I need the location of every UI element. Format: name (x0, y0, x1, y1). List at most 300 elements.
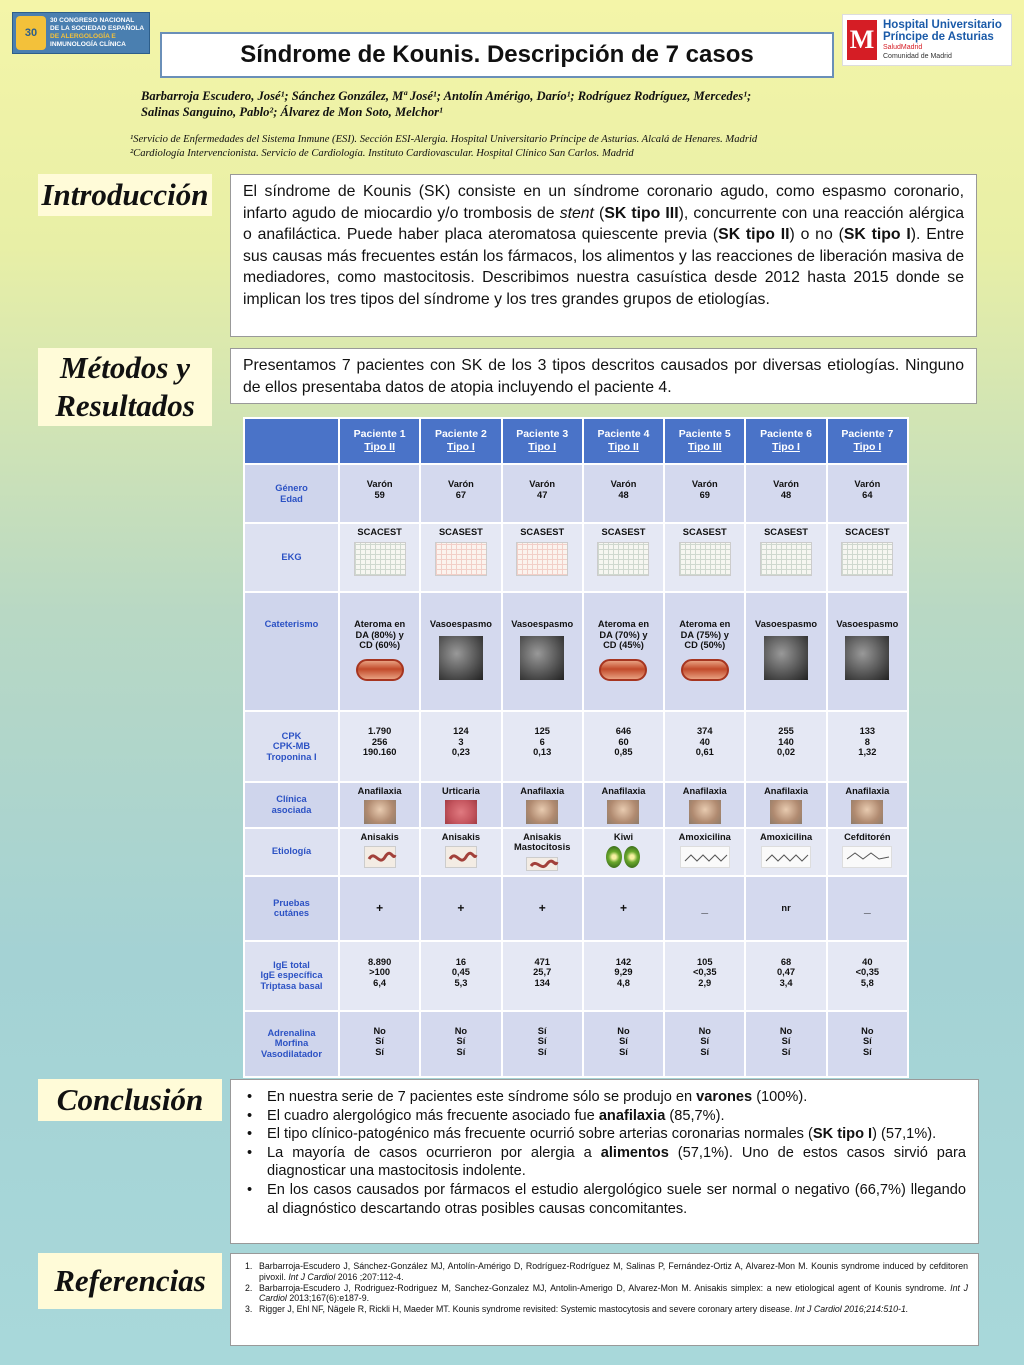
trat-value: Sí (862, 1046, 872, 1057)
ige-value: 2,9 (698, 977, 712, 988)
methods-text-box: Presentamos 7 pacientes con SK de los 3 tipos descritos causados por diversas etiologías. Ninguno de ellos presentaba datos de atopia incluyendo el paciente 4. (230, 348, 977, 404)
patient-photo (526, 800, 558, 824)
reference-text: 2016 ;207:112-4. (335, 1271, 404, 1282)
patient-header (583, 418, 664, 464)
trat-value: Sí (781, 1036, 791, 1046)
anisakis-worm-icon (445, 846, 477, 868)
reference-journal: Int J Cardiol (259, 1282, 968, 1304)
cell-cateterismo (339, 592, 420, 711)
results-table (243, 417, 909, 1078)
artery-plaque-icon (681, 659, 729, 681)
intro-sk1: SK tipo I (843, 226, 911, 244)
reference-journal: Int J Cardiol (288, 1271, 336, 1282)
patient-type: Tipo III (687, 441, 722, 453)
row-label-etiologia: Etiología (244, 828, 339, 876)
table-row-clinica (244, 782, 908, 828)
congress-emblem-icon: 30 (16, 16, 46, 50)
trat-value: No (373, 1025, 386, 1036)
chemical-structure-icon (680, 846, 730, 868)
congress-line-4: INMUNOLOGÍA CLÍNICA (50, 41, 126, 48)
ekg-value: SCASEST (682, 527, 727, 537)
genero-value: Varón (448, 479, 474, 489)
enz-value: 6 (539, 736, 545, 747)
enz-value: 40 (699, 736, 710, 747)
etiologia-value-2: Mastocitosis (514, 842, 571, 852)
conclusion-text: En los casos causados por fármacos el estudio alergológico suele ser normal o negativo (66,7%) llegando al diagnóstico descartando otras posibles causas concomitantes. (267, 1181, 966, 1217)
cell-genero (664, 464, 745, 523)
etiologia-value: Cefditorén (844, 831, 891, 842)
reference-journal: Int J Cardiol 2016;214:510-1. (794, 1304, 909, 1315)
conclusion-text: La mayoría de casos ocurrieron por alergia a (267, 1144, 601, 1161)
table-row-cateterismo (244, 592, 908, 711)
cell-ekg (339, 523, 420, 592)
hospital-logo (842, 14, 1012, 66)
trat-value: Sí (537, 1046, 547, 1057)
enz-value: 60 (618, 736, 629, 747)
patient-name: Paciente 7 (841, 428, 894, 440)
cat-line: Vasoespasmo (836, 619, 899, 629)
ige-value: 5,3 (454, 977, 468, 988)
reference-item (245, 1304, 968, 1315)
reference-number: 1. (245, 1261, 253, 1271)
table-header-row (244, 418, 908, 464)
cell-cateterismo (420, 592, 501, 711)
cell-tratamiento (664, 1011, 745, 1077)
patient-type: Tipo II (608, 441, 639, 453)
enz-value: 190.160 (362, 747, 397, 757)
row-label-clinica (244, 782, 339, 828)
section-heading-conclusion: Conclusión (38, 1079, 222, 1121)
patient-photo (364, 800, 396, 824)
label-morfina: Morfina (274, 1038, 309, 1049)
ige-value: <0,35 (855, 967, 880, 977)
cell-clinica (583, 782, 664, 828)
cell-pruebas: _ (664, 876, 745, 941)
clinica-value: Anafilaxia (601, 786, 646, 796)
ekg-trace-icon (435, 542, 487, 576)
enz-value: 140 (778, 736, 794, 747)
angiography-image (439, 636, 483, 680)
kiwi-icon (624, 846, 640, 868)
cell-genero (745, 464, 826, 523)
cell-genero (420, 464, 501, 523)
trat-value: Sí (700, 1036, 710, 1046)
ige-value: <0,35 (693, 967, 717, 977)
reference-item (245, 1283, 968, 1305)
table-row-tratamiento (244, 1011, 908, 1077)
edad-value: 67 (455, 489, 467, 500)
congress-line-2: DE LA SOCIEDAD ESPAÑOLA (50, 25, 145, 32)
cell-enzimas (339, 711, 420, 782)
affiliation-2: ²Cardiología Intervencionista. Servicio de Cardiología. Instituto Cardiovascular. Hospital Clínico San Carlos. Madrid (130, 148, 634, 159)
label-ige-total: IgE total (273, 959, 310, 970)
label-cutanes: cutánes (273, 908, 310, 918)
table-row-etiologia (244, 828, 908, 876)
patient-name: Paciente 6 (760, 428, 813, 440)
cell-ige (583, 941, 664, 1011)
intro-text-box (230, 174, 977, 337)
cell-ekg (583, 523, 664, 592)
edad-value: 48 (618, 489, 629, 500)
patient-header (502, 418, 583, 464)
enz-value: 0,23 (451, 747, 470, 757)
cell-clinica (827, 782, 908, 828)
edad-value: 69 (699, 489, 710, 500)
conclusion-text: El tipo clínico-patogénico más frecuente ocurrió sobre arterias coronarias normales ( (267, 1126, 813, 1143)
ekg-value: SCACEST (357, 527, 402, 537)
congress-logo (12, 12, 150, 54)
edad-value: 59 (374, 489, 385, 500)
affiliations (130, 133, 910, 161)
patient-name: Paciente 2 (434, 428, 487, 440)
cell-etiologia (583, 828, 664, 876)
enz-value: 125 (534, 726, 550, 736)
conclusion-text: (57,1%). Uno de estos casos sirvió para diagnosticar una mastocitosis indolente. (267, 1144, 966, 1180)
patient-photo (689, 800, 721, 824)
conclusion-bold: alimentos (600, 1144, 669, 1161)
reference-text: Barbarroja-Escudero J, Sánchez-González MJ, Antolín-Amérigo D, Rodríguez-Rodríguez M, Salinas P, Fernández-Ortiz A, Alvarez-Mon M. Kounis syndrome induced by cefditoren pivoxil. (259, 1261, 968, 1282)
clinica-value: Anafilaxia (682, 786, 727, 796)
cell-etiologia (664, 828, 745, 876)
patient-type: Tipo II (364, 441, 395, 453)
genero-value: Varón (854, 479, 881, 489)
cell-ekg (420, 523, 501, 592)
table-corner (244, 418, 339, 464)
cell-pruebas: + (420, 876, 501, 941)
cell-genero (827, 464, 908, 523)
cell-cateterismo (502, 592, 583, 711)
patient-header (664, 418, 745, 464)
cell-pruebas: + (502, 876, 583, 941)
trat-value: Sí (375, 1036, 385, 1046)
label-troponina: Troponina I (266, 751, 317, 762)
kiwi-icon (606, 846, 622, 868)
trat-value: No (698, 1025, 711, 1036)
label-cpkmb: CPK-MB (272, 741, 311, 752)
cell-cateterismo (583, 592, 664, 711)
patient-name: Paciente 5 (678, 428, 731, 440)
cell-ige (664, 941, 745, 1011)
etiologia-value: Anisakis (441, 831, 481, 842)
cell-enzimas (583, 711, 664, 782)
ekg-trace-icon (760, 542, 812, 576)
genero-value: Varón (610, 479, 637, 489)
trat-value: Sí (700, 1046, 710, 1057)
clinica-value: Anafilaxia (520, 786, 565, 796)
row-label-enzimas (244, 711, 339, 782)
authors-line-2: Salinas Sanguino, Pablo²; Álvarez de Mon Soto, Melchor¹ (141, 105, 443, 119)
references-box (230, 1253, 979, 1346)
enz-value: 124 (453, 726, 469, 736)
ekg-trace-icon (597, 542, 649, 576)
cell-cateterismo (827, 592, 908, 711)
cat-line: Vasoespasmo (429, 619, 492, 629)
cell-ekg (827, 523, 908, 592)
cell-enzimas (745, 711, 826, 782)
cell-enzimas (827, 711, 908, 782)
enz-value: 374 (697, 726, 713, 736)
ige-value: 471 (534, 956, 550, 967)
patient-photo (770, 800, 802, 824)
label-cpk: CPK (281, 730, 302, 741)
ige-value: 6,4 (373, 977, 387, 988)
genero-value: Varón (691, 479, 718, 489)
patient-type: Tipo I (447, 441, 475, 453)
enz-value: 256 (371, 736, 388, 747)
cell-pruebas: _ (827, 876, 908, 941)
reference-text: Rigger J, Ehl NF, Nägele R, Rickli H, Maeder MT. Kounis syndrome revisited: Systemic mastocytosis and severe coronary artery disease. (259, 1304, 795, 1315)
cell-pruebas: + (339, 876, 420, 941)
trat-value: Sí (619, 1046, 628, 1057)
etiologia-value: Anisakis (360, 831, 399, 842)
congress-logo-text (50, 17, 144, 49)
cell-pruebas: nr (745, 876, 826, 941)
cell-tratamiento (420, 1011, 501, 1077)
enz-value: 3 (458, 736, 464, 747)
clinica-value: Anafilaxia (357, 786, 402, 796)
table-row-genero (244, 464, 908, 523)
cat-line: Vasoespasmo (755, 619, 818, 629)
angiography-image (764, 636, 808, 680)
patient-header (339, 418, 420, 464)
cell-genero (583, 464, 664, 523)
enz-value: 8 (864, 736, 870, 747)
edad-value: 64 (862, 489, 873, 500)
trat-value: Sí (456, 1046, 466, 1057)
cell-tratamiento (827, 1011, 908, 1077)
trat-value: No (454, 1025, 468, 1036)
cat-line: Ateroma en (354, 619, 406, 629)
cell-clinica (339, 782, 420, 828)
trat-value: Sí (375, 1046, 385, 1057)
ige-value: 0,47 (776, 967, 796, 977)
patient-photo (851, 800, 883, 824)
reference-text: 2013;167(6):e187-9. (286, 1293, 370, 1304)
ekg-trace-icon (354, 542, 406, 576)
patient-type: Tipo I (528, 441, 557, 453)
genero-value: Varón (366, 479, 393, 489)
section-heading-metodos: Métodos y Resultados (38, 348, 212, 426)
cell-etiologia (502, 828, 583, 876)
clinica-value: Urticaria (442, 786, 480, 796)
patient-type: Tipo I (853, 441, 882, 453)
etiologia-value: Amoxicilina (678, 831, 731, 842)
patient-name: Paciente 4 (597, 428, 650, 440)
patient-header (745, 418, 826, 464)
ige-value: 4,8 (617, 977, 630, 988)
conclusion-text: En nuestra serie de 7 pacientes este síndrome sólo se produjo en (267, 1089, 697, 1105)
anisakis-worm-icon (526, 857, 558, 871)
ige-value: 105 (697, 956, 713, 967)
edad-value: 48 (780, 489, 792, 500)
cell-clinica (420, 782, 501, 828)
reference-number: 3. (245, 1304, 253, 1315)
conclusion-bold: anafilaxia (598, 1107, 666, 1124)
row-label-pruebas (244, 876, 339, 941)
urticaria-photo (445, 800, 477, 824)
ekg-value: SCASEST (520, 527, 565, 537)
intro-text-2: ( (593, 204, 605, 222)
enz-value: 133 (859, 726, 876, 736)
section-heading-referencias: Referencias (38, 1253, 222, 1309)
conclusion-text: El cuadro alergológico más frecuente asociado fue (267, 1107, 599, 1124)
ekg-value: SCACEST (845, 527, 890, 537)
ige-value: 5,8 (860, 977, 874, 988)
label-edad: Edad (280, 493, 303, 504)
reference-item (245, 1261, 968, 1283)
enz-value: 255 (778, 726, 794, 736)
chemical-structure-icon (842, 846, 892, 868)
intro-stent: stent (559, 204, 594, 222)
ige-value: 25,7 (533, 967, 552, 977)
ekg-trace-icon (516, 542, 568, 576)
label-genero: Género (275, 483, 308, 493)
intro-text-4: ) o no ( (789, 226, 844, 244)
cell-tratamiento (583, 1011, 664, 1077)
trat-value: No (861, 1025, 874, 1036)
cat-line: Vasoespasmo (511, 619, 574, 629)
clinica-value: Anafilaxia (764, 786, 808, 796)
conclusion-bold: varones (696, 1089, 753, 1105)
etiologia-value: Anisakis (523, 831, 562, 842)
intro-text-3: ), concurrente con una reacción alérgica o anafiláctica. Puede haber placa ateromatosa quiescente previa ( (243, 204, 965, 244)
ekg-trace-icon (679, 542, 731, 576)
cell-cateterismo (664, 592, 745, 711)
patient-name: Paciente 3 (516, 428, 569, 440)
chemical-structure-icon (761, 846, 811, 868)
congress-line-3: DE ALERGOLOGÍA E (50, 33, 116, 40)
patient-header (420, 418, 501, 464)
patient-name: Paciente 1 (353, 428, 406, 440)
trat-value: Sí (619, 1036, 628, 1046)
ekg-trace-icon (841, 542, 893, 576)
row-label-tratamiento (244, 1011, 339, 1077)
table-row-ige (244, 941, 908, 1011)
cell-etiologia (827, 828, 908, 876)
intro-text-1: El síndrome de Kounis (SK) consiste en un síndrome coronario agudo, como espasmo coronario, infarto agudo de miocardio y/o trombosis de (243, 183, 964, 222)
cat-line: DA (80%) y (355, 629, 404, 640)
cell-etiologia (339, 828, 420, 876)
cell-clinica (664, 782, 745, 828)
ige-value: 16 (455, 956, 467, 967)
enz-value: 1.790 (368, 726, 392, 736)
label-clinica: Clínica (276, 794, 307, 805)
label-vasodilatador: Vasodilatador (261, 1048, 322, 1059)
cell-enzimas (664, 711, 745, 782)
anisakis-worm-icon (364, 846, 396, 868)
cat-line: CD (50%) (684, 640, 726, 650)
intro-text-5: ). Entre sus causas más frecuentes están los fármacos, los alimentos y las reacciones de liberación masiva de mediadores, como mastocitosis. Describimos nuestra casuística desde 2012 hasta 2015 donde se implican los tres tipos del síndrome y los tres grandes grupos de etiologías. (243, 226, 965, 308)
label-ige-especifica: IgE específica (260, 970, 323, 981)
cell-ekg (745, 523, 826, 592)
cat-line: CD (45%) (603, 640, 644, 650)
intro-sk2: SK tipo II (718, 226, 790, 244)
cell-tratamiento (502, 1011, 583, 1077)
cell-cateterismo (745, 592, 826, 711)
reference-text: Barbarroja-Escudero J, Rodriguez-Rodriguez M, Sanchez-Gonzalez MJ, Antolin-Amerigo D, Alvarez-Mon M. Anisakis simplex: a new etiological agent of Kounis syndrome. (259, 1282, 951, 1293)
conclusion-text: (85,7%). (665, 1107, 725, 1124)
comunidad-madrid-label: Comunidad de Madrid (883, 53, 952, 60)
cell-ekg (502, 523, 583, 592)
table-row-enzimas (244, 711, 908, 782)
ige-value: 3,4 (779, 977, 793, 988)
patient-photo (607, 800, 639, 824)
etiologia-value: Kiwi (613, 831, 634, 842)
trat-value: No (617, 1025, 630, 1036)
hospital-emblem-icon: M (847, 20, 877, 60)
poster-title: Síndrome de Kounis. Descripción de 7 casos (160, 32, 834, 78)
genero-value: Varón (529, 479, 556, 489)
enz-value: 0,61 (695, 747, 714, 757)
conclusion-box (230, 1079, 979, 1244)
patient-header (827, 418, 908, 464)
row-label-ekg: EKG (244, 523, 339, 592)
label-adrenalina: Adrenalina (267, 1027, 316, 1038)
conclusion-item (245, 1088, 966, 1107)
cat-line: Ateroma en (679, 619, 731, 629)
artery-plaque-icon (599, 659, 647, 681)
cell-etiologia (745, 828, 826, 876)
enz-value: 0,13 (533, 747, 552, 757)
trat-value: Sí (456, 1036, 466, 1046)
ige-value: 40 (862, 956, 873, 967)
ige-value: 8.890 (368, 956, 392, 967)
conclusion-text: (100%). (752, 1089, 808, 1105)
genero-value: Varón (773, 479, 799, 489)
hospital-name-line-2: Príncipe de Asturias (883, 31, 994, 43)
table-row-pruebas (244, 876, 908, 941)
affiliation-1: ¹Servicio de Enfermedades del Sistema Inmune (ESI). Sección ESI-Alergia. Hospital Universitario Príncipe de Asturias. Alcalá de Henares. Madrid (130, 134, 758, 145)
label-triptasa: Triptasa basal (260, 980, 323, 991)
cell-clinica (745, 782, 826, 828)
congress-line-1: 30 CONGRESO NACIONAL (50, 17, 135, 24)
conclusion-bold: SK tipo I (812, 1126, 873, 1143)
row-label-cateterismo: Cateterismo (244, 592, 339, 711)
ige-value: 68 (780, 956, 792, 967)
cat-line: DA (70%) y (599, 629, 648, 640)
cell-enzimas (502, 711, 583, 782)
label-asociada: asociada (271, 804, 312, 815)
trat-value: No (779, 1025, 793, 1036)
ekg-value: SCASEST (601, 527, 646, 537)
edad-value: 47 (537, 489, 548, 500)
trat-value: Sí (781, 1046, 791, 1057)
trat-value: Sí (537, 1025, 547, 1036)
cat-line: DA (75%) y (680, 629, 729, 640)
conclusion-item (245, 1181, 966, 1218)
cell-genero (339, 464, 420, 523)
trat-value: Sí (862, 1036, 872, 1046)
conclusion-item (245, 1125, 966, 1144)
artery-plaque-icon (356, 659, 404, 681)
hospital-name-line-1: Hospital Universitario (883, 19, 1002, 31)
cell-clinica (502, 782, 583, 828)
etiologia-value: Amoxicilina (759, 831, 813, 842)
conclusion-item (245, 1144, 966, 1181)
ige-value: 134 (534, 977, 550, 988)
ekg-value: SCASEST (764, 527, 808, 537)
cell-tratamiento (339, 1011, 420, 1077)
cell-enzimas (420, 711, 501, 782)
ige-value: >100 (369, 967, 391, 977)
patient-type: Tipo I (772, 441, 800, 453)
row-label-genero (244, 464, 339, 523)
cell-ige (827, 941, 908, 1011)
salud-madrid-label: SaludMadrid (883, 44, 923, 51)
ige-value: 0,45 (451, 967, 470, 977)
cell-ige (745, 941, 826, 1011)
enz-value: 0,85 (614, 747, 633, 757)
